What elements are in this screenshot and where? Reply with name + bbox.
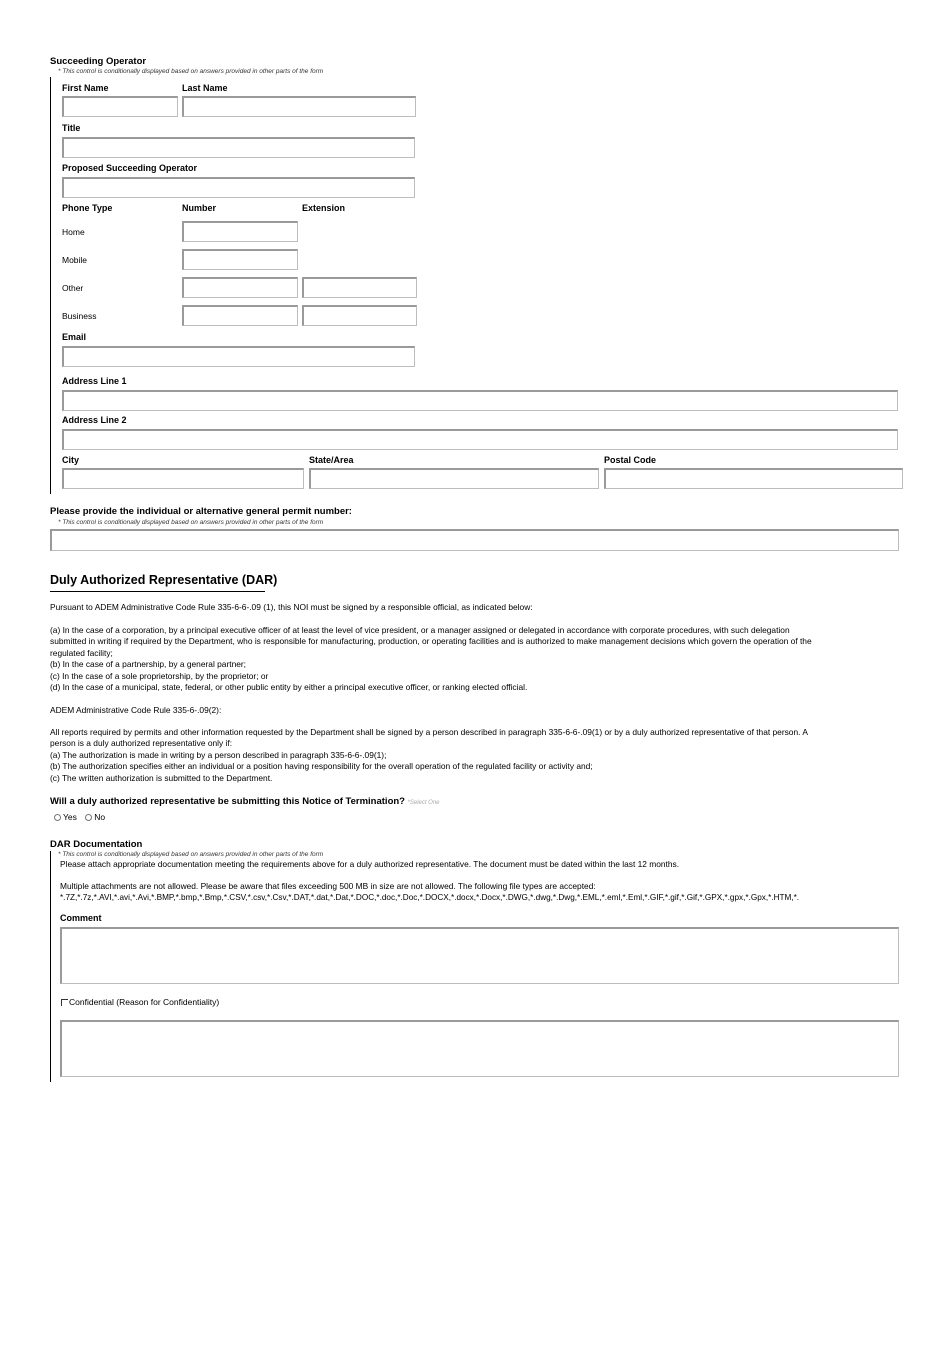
dar-list2-line: (c) The written authorization is submitted to the Department. bbox=[50, 772, 273, 783]
phone-type-home: Home bbox=[62, 227, 85, 237]
city-label: City bbox=[62, 455, 80, 465]
last-name-label: Last Name bbox=[182, 83, 228, 93]
dar-list1-line: submitted in writing if required by the Department, who is responsible for manufacturing, production, or operating facilities and is authorized to make management decisions which govern the operation of the bbox=[50, 636, 812, 647]
last-name-input[interactable] bbox=[182, 96, 416, 117]
dar-rule2: ADEM Administrative Code Rule 335-6-.09(2): bbox=[50, 705, 222, 715]
first-name-label: First Name bbox=[62, 83, 109, 93]
business-number-input[interactable] bbox=[182, 305, 298, 326]
succeeding-operator-title: Succeeding Operator bbox=[50, 56, 147, 67]
no-label: No bbox=[94, 812, 106, 822]
first-name-input[interactable] bbox=[62, 96, 178, 117]
address2-input[interactable] bbox=[62, 429, 898, 450]
dar-list2-line: All reports required by permits and other information requested by the Department shall be signed by a person described in paragraph 335-6-6-.09(1) or by a duly authorized representative of that person. A bbox=[50, 727, 808, 737]
phone-type-label: Phone Type bbox=[62, 203, 113, 213]
business-extension-input[interactable] bbox=[302, 305, 417, 326]
confidential-checkbox[interactable] bbox=[61, 999, 68, 1006]
confidential-reason-textarea[interactable] bbox=[60, 1020, 899, 1077]
state-label: State/Area bbox=[309, 455, 354, 465]
mobile-number-input[interactable] bbox=[182, 249, 298, 270]
other-extension-input[interactable] bbox=[302, 277, 417, 298]
city-input[interactable] bbox=[62, 468, 304, 489]
dar-list1-line: (b) In the case of a partnership, by a general partner; bbox=[50, 659, 246, 670]
address1-label: Address Line 1 bbox=[62, 376, 127, 386]
dar-list2-line: (a) The authorization is made in writing by a person described in paragraph 335-6-6-.09(1); bbox=[50, 749, 387, 760]
dar-responsible-list bbox=[50, 625, 930, 693]
dar-doc-conditional-note: * This control is conditionally displayed based on answers provided in other parts of the form bbox=[58, 851, 324, 858]
phone-type-business: Business bbox=[62, 311, 97, 321]
address2-label: Address Line 2 bbox=[62, 415, 127, 425]
comment-textarea[interactable] bbox=[60, 927, 899, 984]
postal-input[interactable] bbox=[604, 468, 903, 489]
dar-doc-instruction: Please attach appropriate documentation meeting the requirements above for a duly authorized representative. The document must be dated within the last 12 months. bbox=[60, 859, 680, 869]
dar-list1-line: (c) In the case of a sole proprietorship, by the proprietor; or bbox=[50, 670, 269, 681]
select-one-hint: *Select One bbox=[407, 800, 440, 806]
proposed-operator-label: Proposed Succeeding Operator bbox=[62, 163, 198, 173]
title-label: Title bbox=[62, 123, 81, 133]
dar-list2-line: person is a duly authorized representative only if: bbox=[50, 738, 233, 749]
dar-intro: Pursuant to ADEM Administrative Code Rule 335-6-6-.09 (1), this NOI must be signed by a responsible official, as indicated below: bbox=[50, 602, 533, 612]
phone-type-mobile: Mobile bbox=[62, 255, 88, 265]
state-input[interactable] bbox=[309, 468, 599, 489]
address1-input[interactable] bbox=[62, 390, 898, 411]
dar-heading: Duly Authorized Representative (DAR) bbox=[50, 573, 278, 587]
phone-type-other: Other bbox=[62, 283, 84, 293]
extension-label: Extension bbox=[302, 203, 346, 213]
dar-question: Will a duly authorized representative be submitting this Notice of Termination? bbox=[50, 796, 405, 807]
dar-list1-line: (d) In the case of a municipal, state, federal, or other public entity by either a principal executive officer, or ranking elected official. bbox=[50, 682, 528, 693]
confidential-label: Confidential (Reason for Confidentiality) bbox=[69, 997, 220, 1007]
yes-radio[interactable] bbox=[54, 812, 77, 822]
dar-list2-line: (b) The authorization specifies either an individual or a position having responsibility for the overall operation of the regulated facility or activity and; bbox=[50, 761, 593, 772]
proposed-operator-input[interactable] bbox=[62, 177, 415, 198]
conditional-note: * This control is conditionally displayed based on answers provided in other parts of the form bbox=[58, 68, 324, 75]
permit-number-input[interactable] bbox=[50, 529, 899, 551]
email-label: Email bbox=[62, 332, 87, 342]
yes-label: Yes bbox=[63, 812, 77, 822]
number-label: Number bbox=[182, 203, 217, 213]
permit-question: Please provide the individual or alternative general permit number: bbox=[50, 506, 352, 517]
permit-conditional-note: * This control is conditionally displayed based on answers provided in other parts of the form bbox=[58, 519, 324, 526]
radio-icon bbox=[54, 814, 61, 821]
dar-doc-bar bbox=[50, 851, 51, 1082]
dar-list1-line: regulated facility; bbox=[50, 647, 113, 658]
attach-note: Multiple attachments are not allowed. Please be aware that files exceeding 500 MB in size are not allowed. The following file types are accepted: bbox=[60, 881, 596, 891]
dar-list1-line: (a) In the case of a corporation, by a principal executive officer of at least the level of vice president, or a manager assigned or delegated in accordance with corporate procedures, with such delegation bbox=[50, 625, 790, 635]
comment-label: Comment bbox=[60, 913, 102, 923]
dar-question-row bbox=[50, 796, 440, 807]
dar-radio-group bbox=[54, 812, 105, 822]
dar-doc-title: DAR Documentation bbox=[50, 839, 143, 850]
other-number-input[interactable] bbox=[182, 277, 298, 298]
dar-authorized-list bbox=[50, 727, 930, 784]
home-number-input[interactable] bbox=[182, 221, 298, 242]
postal-label: Postal Code bbox=[604, 455, 657, 465]
accepted-file-types: *.7Z,*.7z,*.AVI,*.avi,*.Avi,*.BMP,*.bmp,*.Bmp,*.CSV,*.csv,*.Csv,*.DAT,*.dat,*.Dat,*.DOC,*.doc,*.Doc,*.DOCX,*.docx,*.Docx,*.DWG,*.dwg,*.Dwg,*.EML,*.eml,*.Eml,*.GIF,*.gif,*.Gif,*.GPX,*.gpx,*.Gpx,*.HTM,*. bbox=[60, 893, 800, 902]
confidential-row bbox=[61, 997, 219, 1007]
section-bar bbox=[50, 77, 51, 494]
email-input[interactable] bbox=[62, 346, 415, 367]
radio-icon bbox=[85, 814, 92, 821]
title-input[interactable] bbox=[62, 137, 415, 158]
no-radio[interactable] bbox=[85, 812, 105, 822]
dar-heading-underline bbox=[50, 591, 265, 592]
